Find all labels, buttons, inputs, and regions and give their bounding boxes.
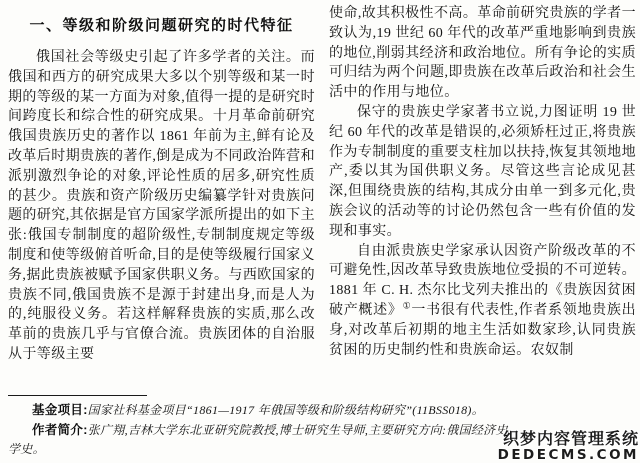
- right-paragraph-2: 保守的贵族史学家著书立说,力图证明 19 世纪 60 年代的改革是错误的,必须矫枉过正,将贵族作为专制制度的重要支柱加以扶持,恢复其领地地产,委以其为国供职义务。尽管这些言论成见甚深,但围绕贵族的结构,其成分由单一到多元化,贵族会议的活动等的讨论仍然包含一些有价值的发现和事实。: [329, 104, 636, 239]
- author-label: 作者简介:: [32, 422, 88, 437]
- right-column: [329, 4, 636, 360]
- fund-line: [8, 401, 636, 421]
- footnote-separator-rule: [8, 395, 147, 396]
- right-paragraph-3: [329, 242, 636, 361]
- right-paragraph-1: 使命,故其积极性不高。革命前研究贵族的学者一致认为,19 世纪 60 年代的改革严重地影响到贵族的地位,削弱其经济和政治地位。所有争论的实质可归结为两个问题,即贵族在改革后政治和社会生活中的作用与地位。: [329, 6, 636, 101]
- watermark-chinese-text: 织梦内容管理系统: [502, 430, 639, 448]
- section-title: 一、等级和阶级问题研究的时代特征: [29, 17, 294, 34]
- author-text: 张广翔,吉林大学东北亚研究院教授,博士研究生导师,主要研究方向:俄国经济史: [87, 422, 508, 437]
- watermark-dedecms-text: DEDECMS.COM: [497, 446, 639, 463]
- watermark: [498, 432, 639, 463]
- right-paragraph-3-text-before: 自由派贵族史学家承认因资产阶级改革的不可避免性,因改革导致贵族地位受损的不可逆转。1881 年 C. H. 杰尔比戈列夫推出的《贵族因贫困破产概述》: [329, 243, 636, 318]
- left-column-paragraph: 俄国社会等级史引起了许多学者的关注。而俄国和西方的研究成果大多以个别等级和某一时期的等级的某一方面为对象,值得一提的是研究时间跨度长和综合性的研究成果。十月革命前研究俄国贵族历史的著作以 1861 年前为主,鲜有论及改革后时期贵族的著作,倒是成为不同政治阵营和派别激烈争论的对象,评论性质的居多,研究性质的甚少。贵族和资产阶级历史编纂学针对贵族问题的研究,其依据是官方国家学派所提出的如下主张:俄国专制制度的超阶级性,专制制度规定等级制度和使等级俯首听命,目的是使等级履行国家义务,据此贵族被赋予国家供职义务。与西欧国家的贵族不同,俄国贵族不是源于封建出身,而是人为的,纯服役义务。若这样解释贵族的实质,那么改革前的贵族几乎与官僚合流。贵族团体的自治服从于等级主要: [8, 50, 315, 362]
- fund-text: 国家社科基金项目“1861—1917 年俄国等级和阶级结构研究”(11BSS018)。: [87, 403, 485, 417]
- footnote-marker: ①: [402, 300, 412, 311]
- right-paragraph-3-text-after: 一书很有代表性,作者系领地贵族出身,对改革后初期的地主生活如数家珍,认同贵族贫困的历史制约性和贵族命运。农奴制: [329, 302, 637, 358]
- fund-label: 基金项目:: [32, 403, 88, 417]
- author-line-continuation: 学史。: [8, 442, 45, 456]
- left-column: [8, 6, 315, 365]
